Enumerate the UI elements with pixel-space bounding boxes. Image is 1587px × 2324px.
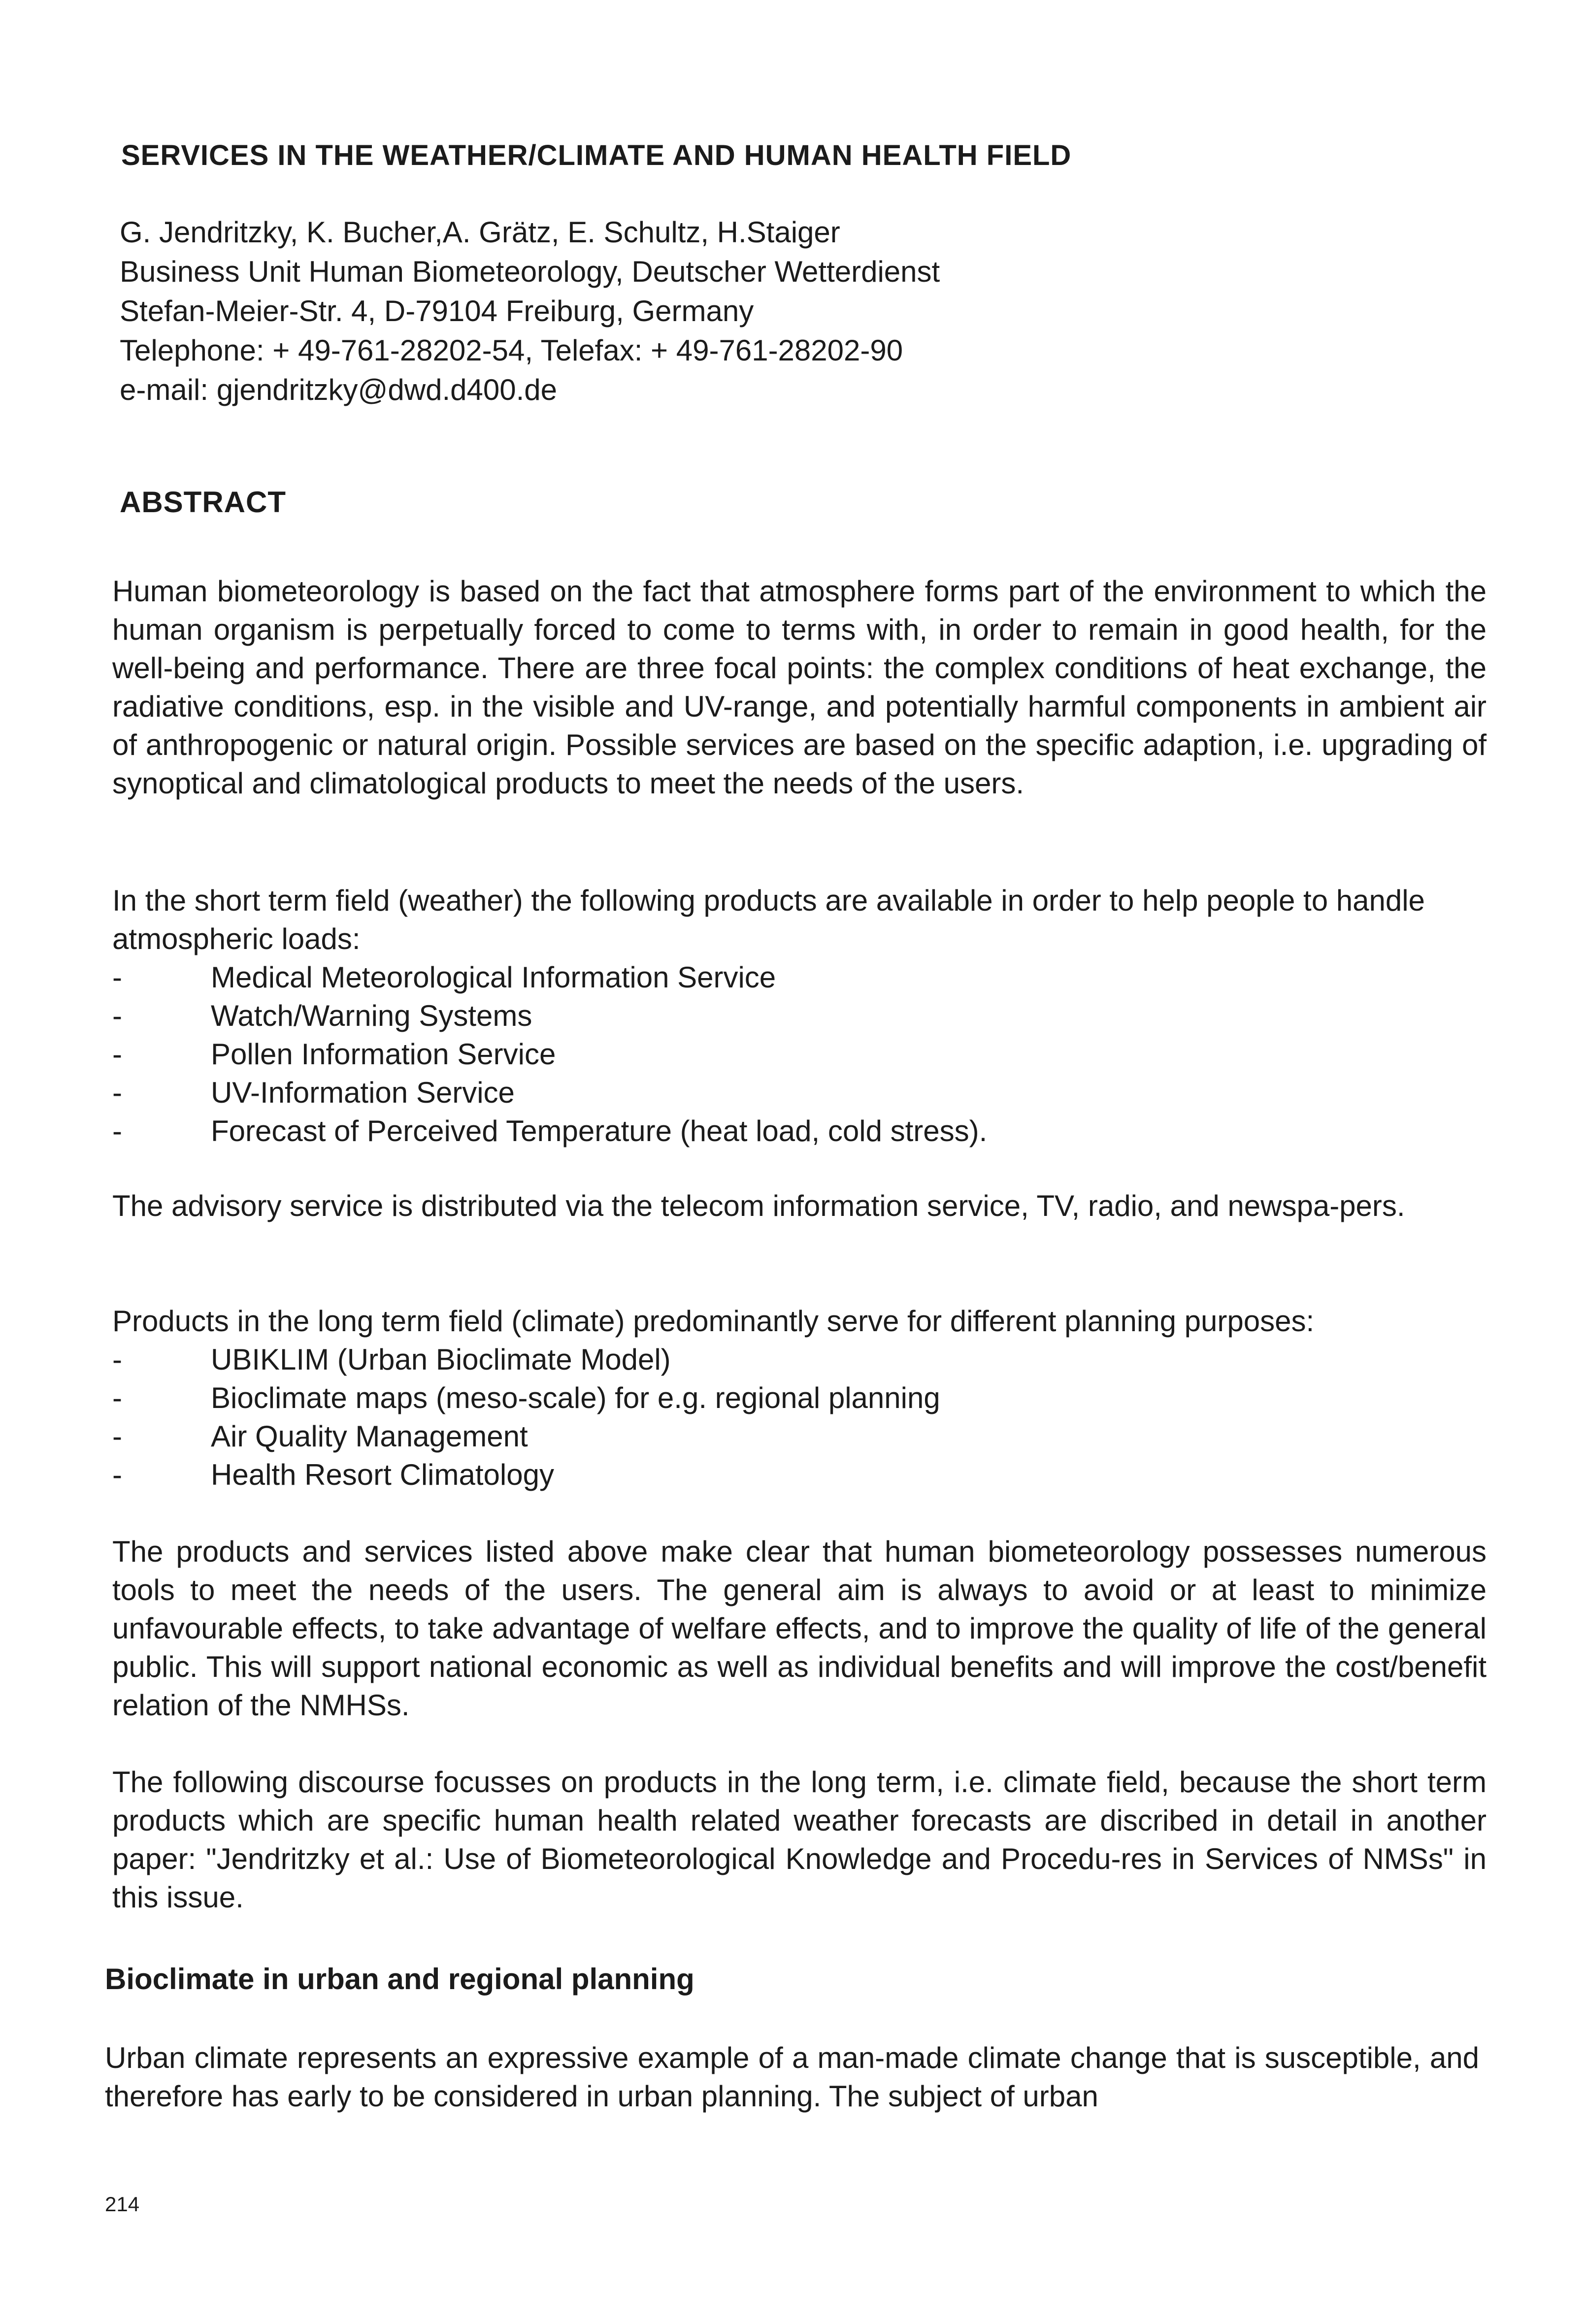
- author-address: Stefan-Meier-Str. 4, D-79104 Freiburg, Germany: [120, 295, 754, 327]
- list-item: - Health Resort Climatology: [112, 1456, 1491, 1494]
- author-affiliation: Business Unit Human Biometeorology, Deutscher Wetterdienst: [120, 255, 940, 288]
- list-dash: -: [112, 961, 122, 994]
- page-number: 214: [105, 2193, 140, 2216]
- author-block: [120, 213, 940, 410]
- paragraph-intro: Human biometeorology is based on the fact that atmosphere forms part of the environment to which the human organism is perpetually forced to come to terms with, in order to remain in good health, for the well-being and performance. There are three focal points: the complex conditions of heat exchange, the radiative conditions, esp. in the visible and UV-range, and potentially harmful components in ambient air of anthropogenic or natural origin. Possible services are based on the specific adaption, i.e. upgrading of synoptical and climatological products to meet the needs of the users.: [112, 575, 1487, 800]
- list-dash: -: [112, 1038, 122, 1071]
- paragraph-short-term: In the short term field (weather) the following products are available in order to help people to handle atmospheric loads:: [112, 884, 1425, 955]
- list-item: - UBIKLIM (Urban Bioclimate Model): [112, 1341, 1491, 1379]
- long-term-list: [112, 1341, 1491, 1494]
- short-term-list: [112, 958, 1491, 1150]
- list-dash: -: [112, 999, 122, 1032]
- paragraph-products-summary: The products and services listed above make clear that human biometeorology possesses numerous tools to meet the needs of the users. The general aim is always to avoid or at least to minimize unfavourable effects, to take advantage of welfare effects, and to improve the quality of life of the general public. This will support national economic as well as individual benefits and will improve the cost/benefit relation of the NMHSs.: [112, 1535, 1487, 1722]
- list-item: - Forecast of Perceived Temperature (heat load, cold stress).: [112, 1112, 1491, 1150]
- list-dash: -: [112, 1458, 122, 1491]
- list-item: - Bioclimate maps (meso-scale) for e.g. regional planning: [112, 1379, 1491, 1417]
- paragraph-urban-climate: Urban climate represents an expressive example of a man-made climate change that is susceptible, and therefore has early to be considered in urban planning. The subject of urban: [105, 2041, 1479, 2113]
- paragraph-discourse: The following discourse focusses on products in the long term, i.e. climate field, because the short term products which are specific human health related weather forecasts are discribed in detail in another paper: "Jendritzky et al.: Use of Biometeorological Knowledge and Procedu-res in Services of NMSs" in this issue.: [112, 1766, 1487, 1914]
- list-item: - Watch/Warning Systems: [112, 997, 1491, 1035]
- abstract-heading: ABSTRACT: [120, 486, 286, 519]
- list-item: - Medical Meteorological Information Service: [112, 958, 1491, 997]
- list-dash: -: [112, 1343, 122, 1376]
- list-dash: -: [112, 1420, 122, 1453]
- author-names: G. Jendritzky, K. Bucher,A. Grätz, E. Schultz, H.Staiger: [120, 216, 840, 249]
- paragraph-long-term: Products in the long term field (climate) predominantly serve for different planning purposes:: [112, 1305, 1315, 1338]
- section-heading: Bioclimate in urban and regional planning: [105, 1963, 694, 1996]
- list-dash: -: [112, 1076, 122, 1109]
- paragraph-advisory: The advisory service is distributed via the telecom information service, TV, radio, and newspa-pers.: [112, 1189, 1405, 1222]
- list-dash: -: [112, 1381, 122, 1414]
- list-dash: -: [112, 1114, 122, 1147]
- paper-title: SERVICES IN THE WEATHER/CLIMATE AND HUMAN HEALTH FIELD: [121, 139, 1072, 171]
- author-phone: Telephone: + 49-761-28202-54, Telefax: + 49-761-28202-90: [120, 334, 903, 367]
- list-item: - Air Quality Management: [112, 1417, 1491, 1456]
- list-item: - Pollen Information Service: [112, 1035, 1491, 1074]
- author-email: e-mail: gjendritzky@dwd.d400.de: [120, 373, 558, 406]
- list-item: - UV-Information Service: [112, 1074, 1491, 1112]
